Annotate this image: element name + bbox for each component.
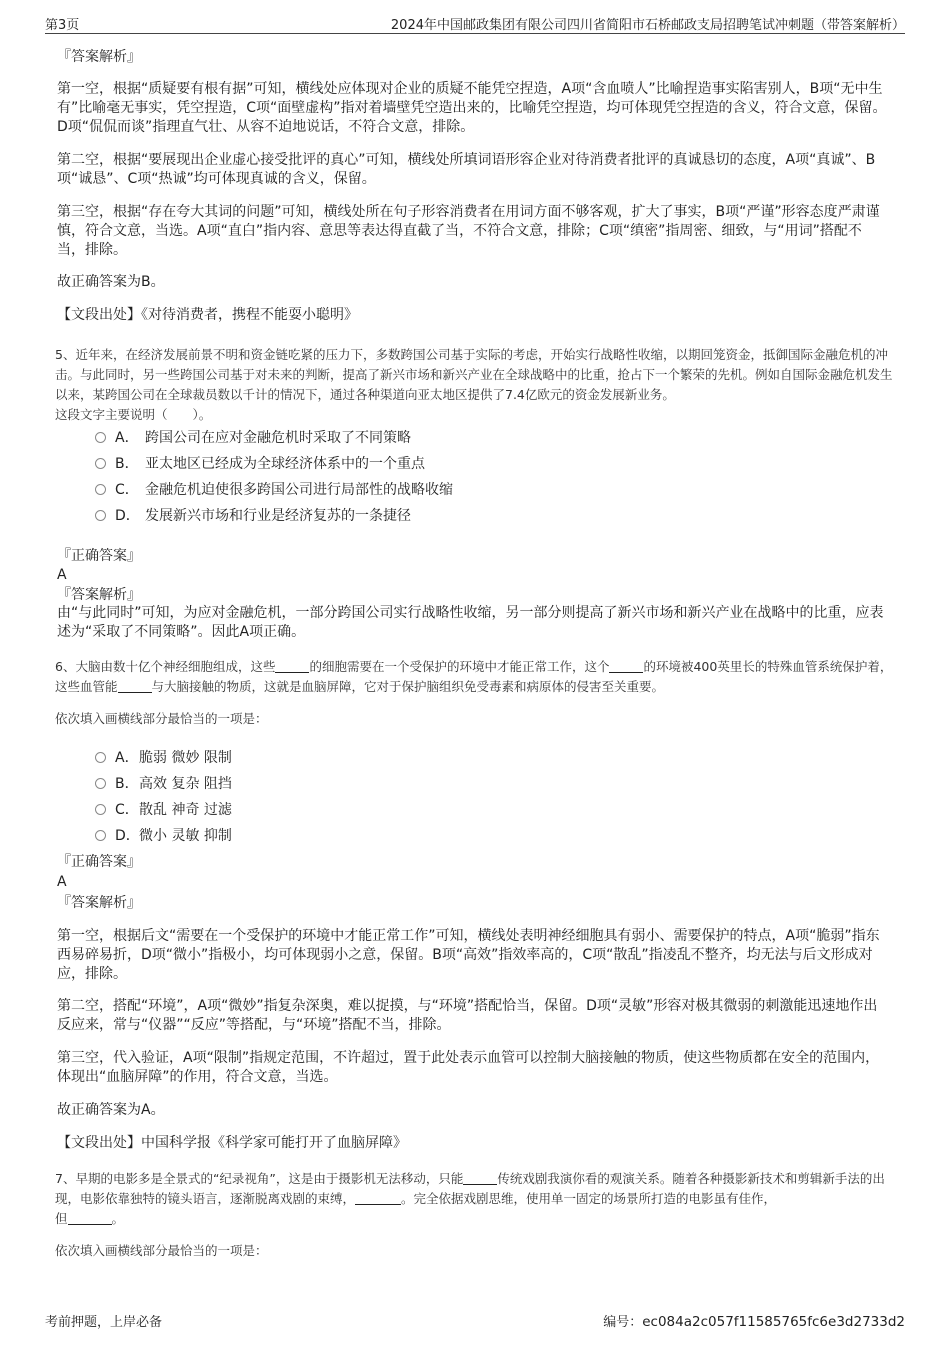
radio-button[interactable] — [95, 510, 106, 521]
q4-source: 【文段出处】《对待消费者，携程不能耍小聪明》 — [57, 307, 358, 323]
blank-line — [355, 1191, 401, 1205]
q4-analysis-label: 『答案解析』 — [57, 49, 141, 65]
q5-option-b[interactable]: B． 亚太地区已经成为全球经济体系中的一个重点 — [95, 454, 425, 474]
q6-source: 【文段出处】中国科学报《科学家可能打开了血脑屏障》 — [57, 1135, 407, 1151]
radio-button[interactable] — [95, 432, 106, 443]
q6-stem: 6、大脑由数十亿个神经细胞组成，这些 的细胞需要在一个受保护的环境中才能正常工作，这个 的环境被400英里长的特殊血管系统保护着，这些血管能 与大脑接触的物质，这就是血脑屏障，它对于保护脑组织免受毒素和病原体的侵害至关重要。 — [55, 659, 893, 694]
radio-button[interactable] — [95, 458, 106, 469]
q5-analysis: 由“与此同时”可知，为应对金融危机，一部分跨国公司实行战略性收缩，另一部分则提高了新兴市场和新兴产业在战略中的比重，应表述为“采取了不同策略”。因此A项正确。 — [57, 605, 884, 640]
q6-option-c[interactable]: C．散乱 神奇 过滤 — [95, 800, 232, 820]
radio-button[interactable] — [95, 778, 106, 789]
document-title: 2024年中国邮政集团有限公司四川省简阳市石桥邮政支局招聘笔试冲刺题（带答案解析） — [390, 18, 905, 33]
q6-analysis-para3: 第三空，代入验证，A项“限制”指规定范围，不许超过，置于此处表示血管可以控制大脑接触的物质，使这些物质都在安全的范围内，体现出“血脑屏障”的作用，符合文意，当选。 — [57, 1050, 880, 1085]
q5-option-c[interactable]: C． 金融危机迫使很多跨国公司进行局部性的战略收缩 — [95, 480, 453, 500]
q5-stem: 5、近年来，在经济发展前景不明和资金链吃紧的压力下，多数跨国公司基于实际的考虑，开始实行战略性收缩，以期回笼资金，抵御国际金融危机的冲击。与此同时，另一些跨国公司基于对未来的判断，提高了新兴市场和新兴产业在全球战略中的比重，抢占下一个繁荣的先机。例如自国际金融危机发生以来，某跨国公司在全球裁员数以千计的情况下，通过各种渠道向亚太地区提供了7.4亿欧元的资金发展新业务。 — [55, 347, 893, 402]
blank-line — [275, 659, 309, 673]
q6-option-a[interactable]: A．脆弱 微妙 限制 — [95, 748, 232, 768]
q6-correct-label: 『正确答案』 — [57, 854, 141, 870]
q6-analysis-para2: 第二空，搭配“环境”，A项“微妙”指复杂深奥，难以捉摸，与“环境”搭配恰当，保留。D项“灵敏”形容对极其微弱的刺激能迅速地作出反应来，常与“仪器”“反应”等搭配，与“环境”搭配不当，排除。 — [57, 998, 878, 1033]
q5-correct-answer: A — [57, 567, 67, 583]
page-number: 第3页 — [45, 18, 80, 33]
blank-line — [463, 1171, 497, 1185]
blank-line — [118, 679, 152, 693]
radio-button[interactable] — [95, 830, 106, 841]
blank-line — [609, 659, 643, 673]
q5-option-d[interactable]: D． 发展新兴市场和行业是经济复苏的一条捷径 — [95, 506, 411, 526]
blank-line — [68, 1211, 112, 1225]
page-header — [45, 11, 905, 34]
q4-analysis-para1: 第一空，根据“质疑要有根有据”可知，横线处应体现对企业的质疑不能凭空捏造，A项“含血喷人”比喻捏造事实陷害别人，B项“无中生有”比喻毫无事实，凭空捏造，C项“面壁虚构”指对着墙壁凭空造出来的，比喻凭空捏造，均可体现凭空捏造的含义，符合文意，保留。D项“侃侃而谈”指理直气壮、从容不迫地说话，不符合文意，排除。 — [57, 81, 887, 135]
q6-option-b[interactable]: B．高效 复杂 阻挡 — [95, 774, 232, 794]
q6-analysis-label: 『答案解析』 — [57, 895, 141, 911]
q4-analysis-para3: 第三空，根据“存在夸大其词的问题”可知，横线处所在句子形容消费者在用词方面不够客观，扩大了事实，B项“严谨”形容态度严肃谨慎，符合文意，当选。A项“直白”指内容、意思等表达得直截了当，不符合文意，排除；C项“缜密”指周密、细致，与“用词”搭配不当，排除。 — [57, 204, 880, 258]
q4-analysis-para2: 第二空，根据“要展现出企业虚心接受批评的真心”可知，横线处所填词语形容企业对待消费者批评的真诚恳切的态度，A项“真诚”、B项“诚恳”、C项“热诚”均可体现真诚的含义，保留。 — [57, 152, 876, 187]
document-code: 编号：ec084a2c057f11585765fc6e3d2733d2 — [603, 1314, 905, 1330]
q6-conclusion: 故正确答案为A。 — [57, 1102, 165, 1118]
q5-option-a[interactable]: A． 跨国公司在应对金融危机时采取了不同策略 — [95, 428, 411, 448]
q6-correct-answer: A — [57, 874, 67, 890]
q6-prompt: 依次填入画横线部分最恰当的一项是： — [55, 711, 268, 726]
q5-analysis-label: 『答案解析』 — [57, 587, 141, 603]
q5-prompt: 这段文字主要说明（ ）。 — [55, 407, 212, 422]
q4-conclusion: 故正确答案为B。 — [57, 274, 165, 290]
radio-button[interactable] — [95, 752, 106, 763]
q6-analysis-para1: 第一空，根据后文“需要在一个受保护的环境中才能正常工作”可知，横线处表明神经细胞具有弱小、需要保护的特点，A项“脆弱”指东西易碎易折，D项“微小”指极小，均可体现弱小之意，保留。B项“高效”指效率高的，C项“散乱”指凌乱不整齐，均无法与后文形成对应，排除。 — [57, 928, 880, 982]
q5-correct-label: 『正确答案』 — [57, 548, 141, 564]
footer-slogan: 考前押题，上岸必备 — [45, 1315, 163, 1330]
q7-stem: 7、早期的电影多是全景式的“纪录视角”，这是由于摄影机无法移动，只能 传统戏剧我演你看的观演关系。随着各种摄影新技术和剪辑新手法的出现，电影依靠独特的镜头语言，逐渐脱离戏剧的束缚， 。完全依据戏剧思维，使用单一固定的场景所打造的电影虽有佳作， 但 。 — [55, 1171, 885, 1226]
q7-prompt: 依次填入画横线部分最恰当的一项是： — [55, 1243, 268, 1258]
radio-button[interactable] — [95, 804, 106, 815]
radio-button[interactable] — [95, 484, 106, 495]
q6-option-d[interactable]: D．微小 灵敏 抑制 — [95, 826, 232, 846]
